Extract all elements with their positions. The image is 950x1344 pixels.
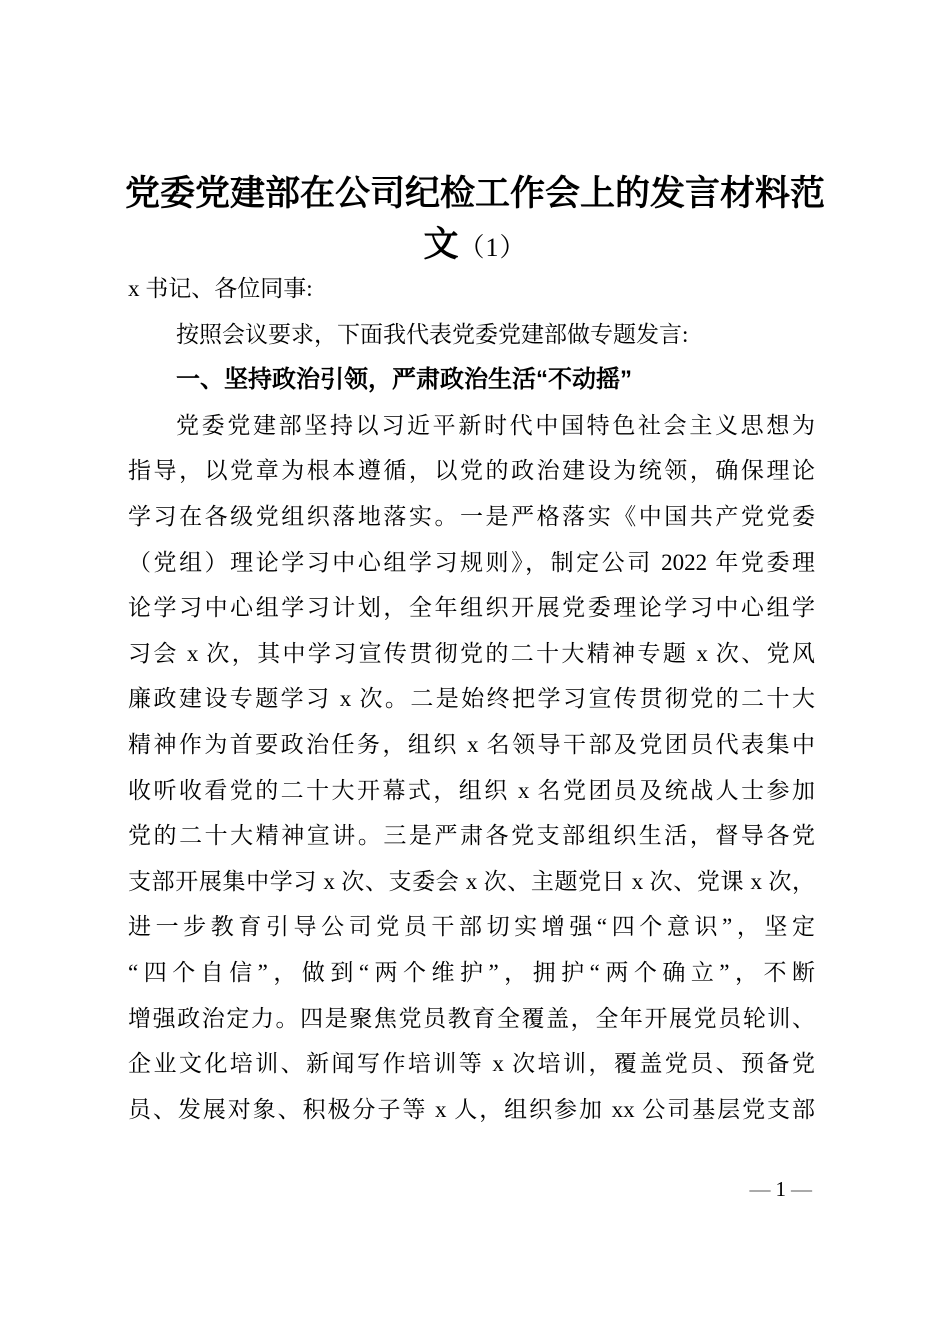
page-number-left-dash: — — [749, 1177, 771, 1201]
paragraph-line: 员、发展对象、积极分子等 x 人，组织参加 xx 公司基层党支部 — [128, 1096, 815, 1122]
paragraph-line: 党的二十大精神宣讲。三是严肃各党支部组织生活，督导各党 — [128, 823, 815, 849]
document-title-sequence-note: （1） — [458, 233, 527, 262]
paragraph-line: 习会 x 次，其中学习宣传贯彻党的二十大精神专题 x 次、党风 — [128, 640, 815, 666]
paragraph-line: 学习在各级党组织落地落实。一是严格落实《中国共产党党委 — [128, 503, 815, 529]
document-title-line2 — [0, 219, 950, 273]
paragraph-line: 企业文化培训、新闻写作培训等 x 次培训，覆盖党员、预备党 — [128, 1051, 815, 1077]
document-title-line2-main: 文 — [423, 225, 459, 264]
paragraph-line: 论学习中心组学习计划，全年组织开展党委理论学习中心组学 — [128, 595, 815, 621]
document-body — [128, 266, 815, 1132]
page-number-value: 1 — [775, 1177, 786, 1201]
paragraph-line: 指导，以党章为根本遵循，以党的政治建设为统领，确保理论 — [128, 458, 815, 484]
paragraph-line: 支部开展集中学习 x 次、支委会 x 次、主题党日 x 次、党课 x 次， — [128, 868, 815, 894]
paragraph-line: 党委党建部坚持以习近平新时代中国特色社会主义思想为 — [176, 412, 815, 438]
paragraph-line: （党组）理论学习中心组学习规则》，制定公司 2022 年党委理 — [128, 549, 815, 575]
paragraph-line: 进一步教育引导公司党员干部切实增强“四个意识”，坚定 — [128, 914, 815, 940]
document-title-line1: 党委党建部在公司纪检工作会上的发言材料范 — [124, 174, 825, 213]
paragraph-line: 增强政治定力。四是聚焦党员教育全覆盖，全年开展党员轮训、 — [128, 1005, 815, 1031]
salutation-line: x 书记、各位同事: — [128, 276, 313, 301]
paragraph-line: 廉政建设专题学习 x 次。二是始终把学习宣传贯彻党的二十大 — [128, 686, 815, 712]
page-number — [745, 1176, 818, 1202]
paragraph-line: 精神作为首要政治任务，组织 x 名领导干部及党团员代表集中 — [128, 731, 815, 757]
paragraph-line: “四个自信”，做到“两个维护”，拥护“两个确立”，不断 — [128, 959, 815, 985]
page-number-right-dash: — — [791, 1177, 812, 1201]
section-heading: 一、坚持政治引领，严肃政治生活“不动摇” — [176, 366, 632, 394]
paragraph-line: 收听收看党的二十大开幕式，组织 x 名党团员及统战人士参加 — [128, 777, 815, 803]
document-title — [0, 168, 950, 273]
intro-line: 按照会议要求，下面我代表党委党建部做专题发言: — [176, 321, 689, 347]
